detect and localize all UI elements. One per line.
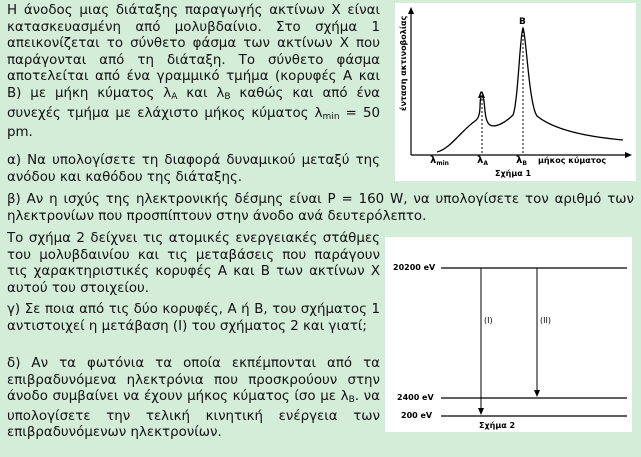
question-d-text-2: . να υπολογίσετε την τελική κινητική ενέργεια των επιβραδυνόμενων ηλεκτρονίων.: [7, 389, 380, 441]
tick-lambda-b: $\lambda_B$: [516, 155, 527, 167]
y-axis-label: ένταση ακτινοβολίας: [399, 15, 408, 111]
lambda-a-sub: Α: [171, 91, 178, 102]
x-axis-label: μήκος κύματος: [538, 156, 607, 165]
transition-1-label: (I): [484, 316, 493, 325]
transition-2-label: (II): [540, 316, 551, 325]
figure1-caption: Σχήμα 1: [495, 169, 532, 178]
spectrum-curve: [437, 28, 623, 152]
x-axis-arrow: [625, 152, 632, 158]
intro-text-4: = 50 pm.: [7, 105, 380, 141]
intro-text-2: και λ: [177, 85, 225, 101]
spectrum-svg: [395, 3, 636, 181]
tick-lambda-min: $\lambda_{min}$: [430, 155, 449, 167]
y-axis-arrow: [408, 7, 414, 14]
intro-paragraph: [7, 3, 380, 142]
figure2-energy-levels: [385, 237, 632, 432]
level-label-2400: 2400 eV: [397, 393, 434, 402]
question-d-lambda-sub: Β: [348, 395, 355, 406]
question-d-text-1: δ) Αν τα φωτόνια τα οποία εκπέμπονται από τα επιβραδυνόμενα ηλεκτρόνια που προσκρούουν στην άνοδο συμβαίνει να έχουν μήκος κύματος ίσο με λ: [7, 356, 380, 405]
peak-b-label: B: [519, 17, 526, 27]
tick-lambda-a: $\lambda_A$: [477, 155, 488, 167]
figure2-caption: Σχήμα 2: [479, 421, 516, 430]
intro-text-3: καθώς και από ένα συνεχές τμήμα με ελάχιστο μήκος κύματος λ: [7, 85, 380, 121]
level-label-200: 200 eV: [401, 411, 433, 420]
energy-levels-svg: [385, 237, 632, 432]
transition-1-arrowhead: [478, 408, 484, 415]
intro-text-1: Η άνοδος μιας διάταξης παραγωγής ακτίνων Χ είναι κατασκευασμένη από μολυβδαίνιο. Στο σχήμα 1 απεικονίζεται το σύνθετο φάσμα των ακτίνων Χ που παράγονται από τη διάταξη. Το σύνθετο φάσμα αποτελείται από ένα γραμμικό τμήμα (κορυφές Α και Β) με μήκη κύματος λ: [7, 3, 380, 101]
question-a: α) Να υπολογίσετε τη διαφορά δυναμικού μεταξύ της ανόδου και καθόδου της διάταξης.: [7, 153, 380, 185]
peak-a-label: A: [478, 91, 485, 101]
level-label-20200: 20200 eV: [393, 263, 436, 272]
question-c: γ) Σε ποια από τις δύο κορυφές, Α ή Β, του σχήματος 1 αντιστοιχεί η μετάβαση (Ι) του σχήματος 2 και γιατί;: [7, 302, 380, 334]
figure2-intro: Το σχήμα 2 δείχνει τις ατομικές ενεργειακές στάθμες του μολυβδαινίου και τις μεταβάσεις που παράγουν τις χαρακτηριστικές κορυφές Α και Β των ακτίνων Χ αυτού του στοιχείου.: [7, 231, 380, 296]
lambda-b-sub: Β: [224, 91, 231, 102]
lambda-min-sub: min: [322, 111, 340, 122]
question-d: [7, 356, 380, 442]
question-b: β) Αν η ισχύς της ηλεκτρονικής δέσμης είναι P = 160 W, να υπολογίσετε τον αριθμό των ηλεκτρονίων που προσπίπτουν στην άνοδο ανά δευτερόλεπτο.: [7, 192, 634, 224]
transition-2-arrowhead: [534, 390, 540, 397]
figure1-spectrum: [395, 3, 636, 181]
